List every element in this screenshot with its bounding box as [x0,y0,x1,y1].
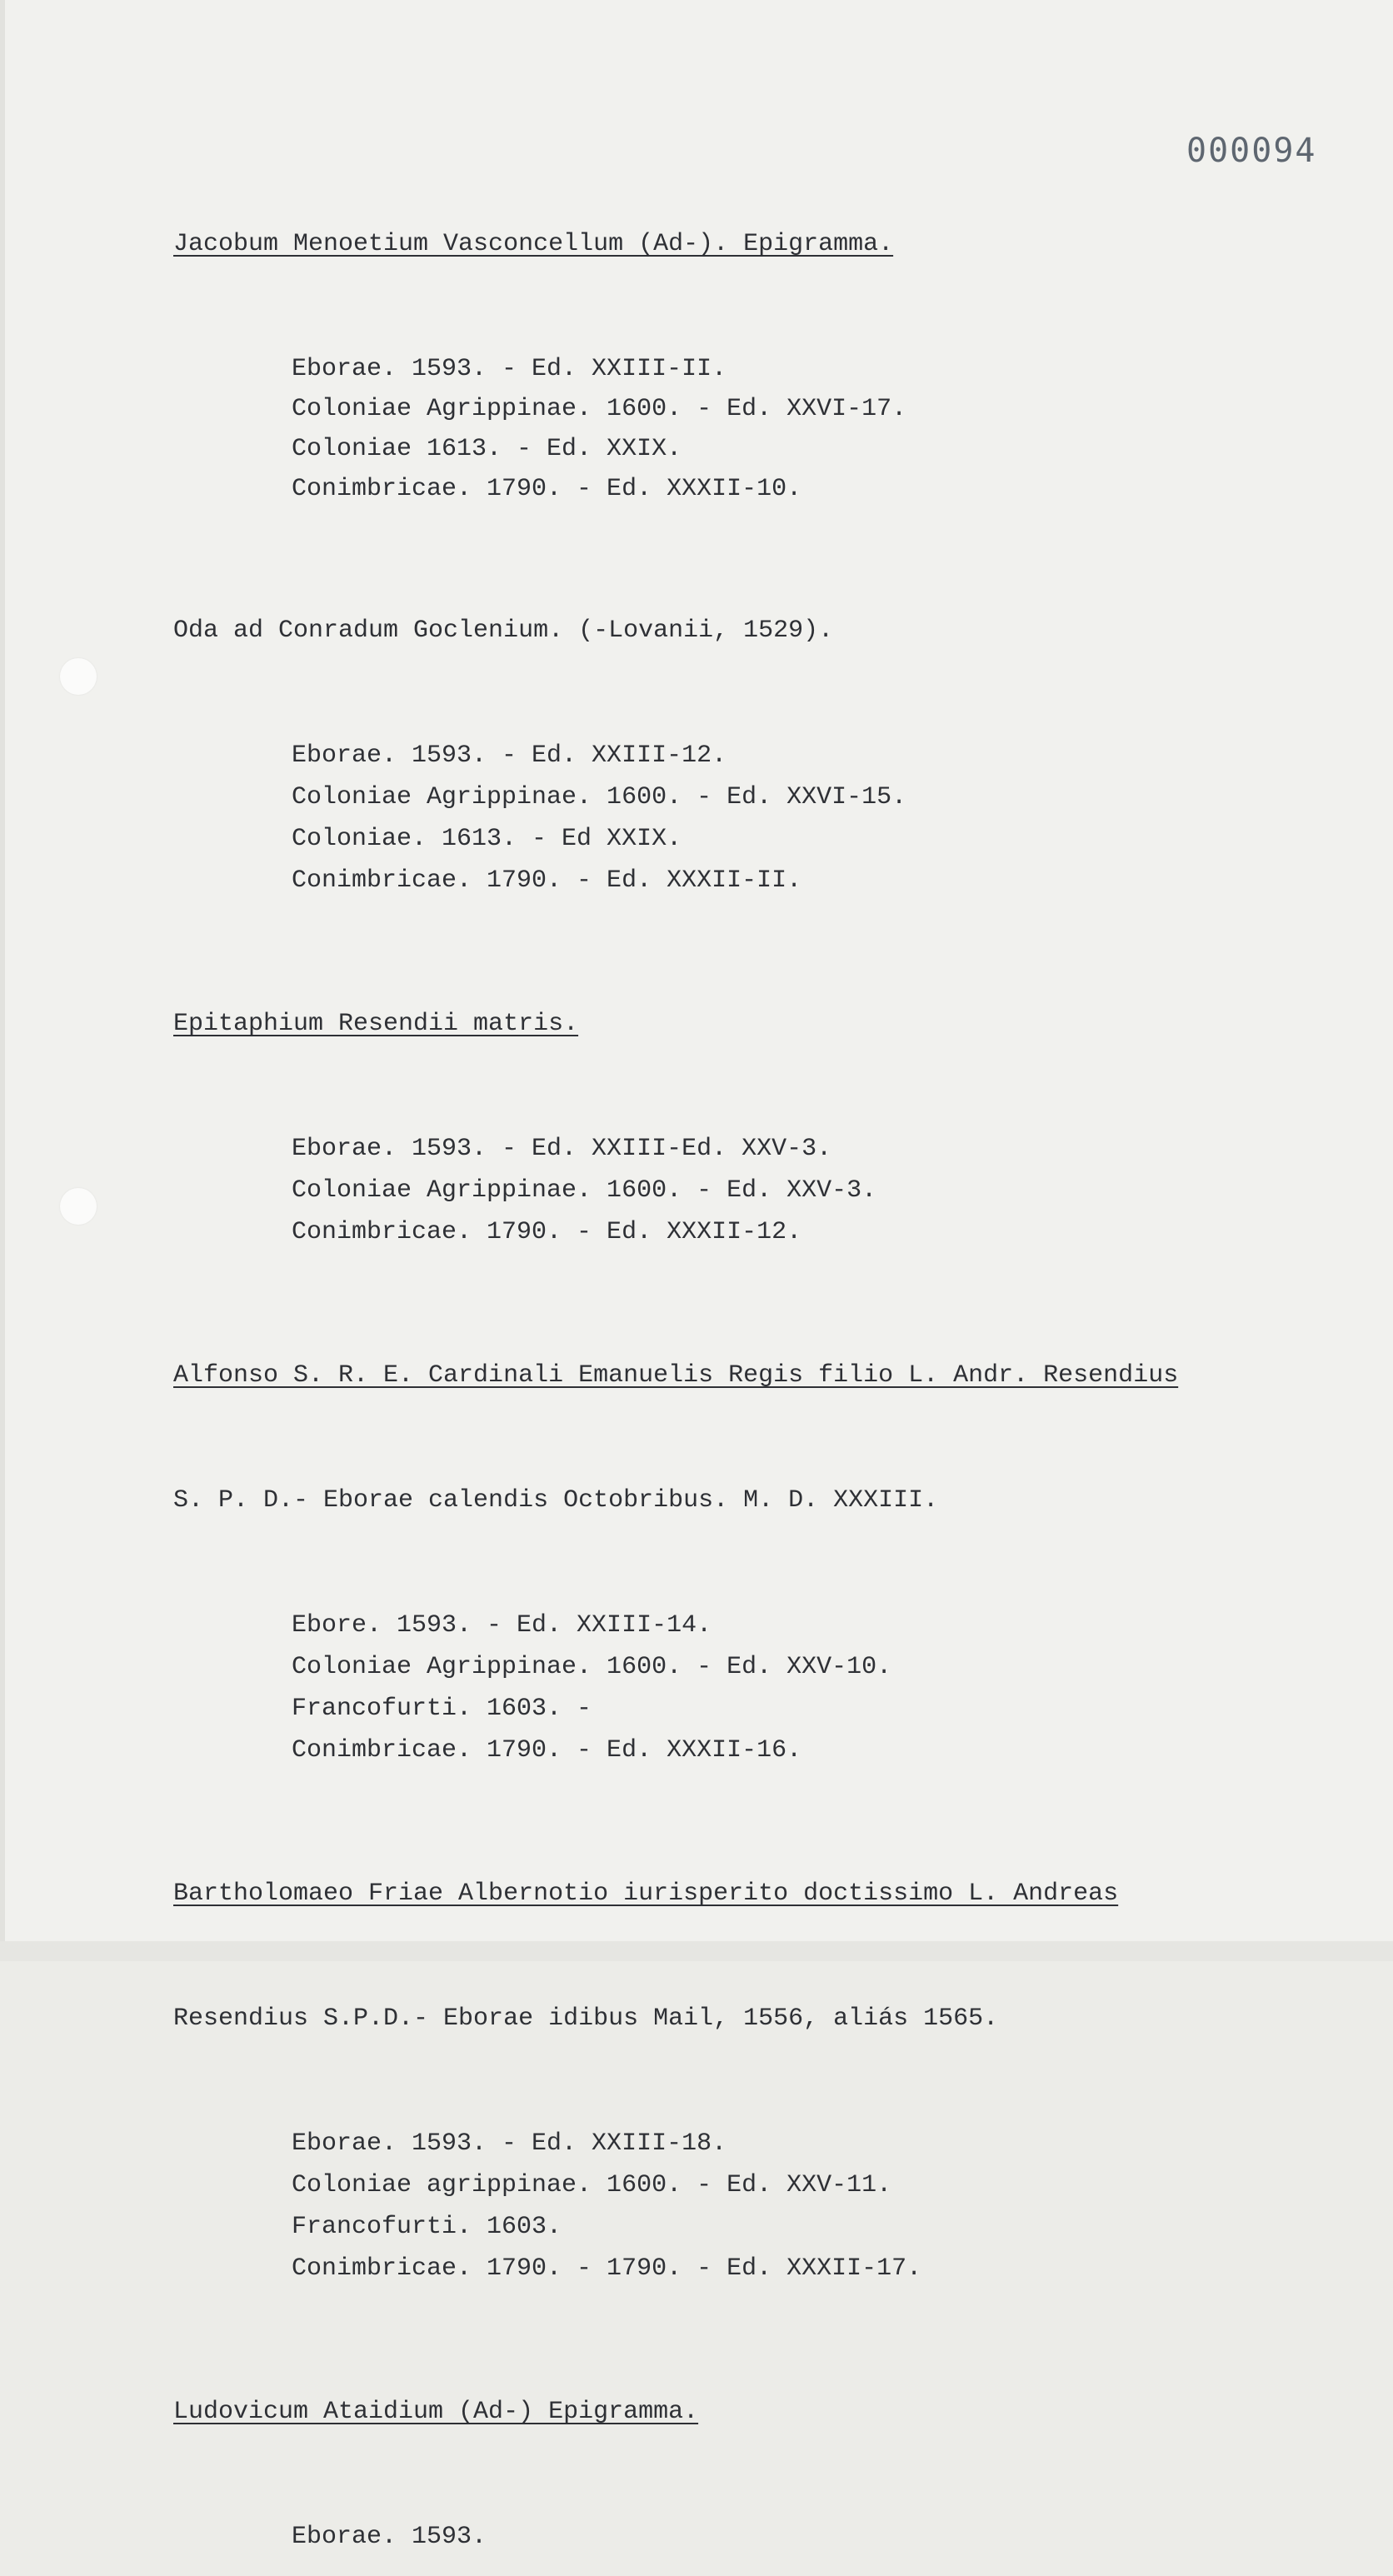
edition-item: Eborae. 1593. [292,2523,487,2551]
bibliography-entry [173,1271,1178,1771]
edition-item: Coloniae Agrippinae. 1600. - Ed. XXV-10. [292,1653,892,1681]
heading-line: Jacobum Menoetium Vasconcellum (Ad-). Epigramma. [173,230,894,258]
edition-item: Coloniae 1613. - Ed. XXIX. [292,435,682,463]
entry-heading [173,2308,1178,2516]
edition-item: Conimbricae. 1790. - Ed. XXXII-10. [292,475,802,503]
entry-heading [173,527,1178,735]
edition-list [173,2516,1178,2558]
edition-item: Eborae. 1593. - Ed. XXIII-12. [292,741,727,770]
edition-item: Francofurti. 1603. [292,2213,562,2241]
edition-list [173,1128,1178,1253]
heading-line: Oda ad Conradum Goclenium. (-Lovanii, 1529). [173,617,834,645]
edition-item: Coloniae Agrippinae. 1600. - Ed. XXV-3. [292,1176,877,1205]
heading-line: S. P. D.- Eborae calendis Octobribus. M. D. XXXIII. [173,1486,939,1515]
edition-item: Coloniae agrippinae. 1600. - Ed. XXV-11. [292,2171,892,2199]
bibliography-list [173,140,1178,2576]
edition-item: Ebore. 1593. - Ed. XXIII-14. [292,1611,712,1640]
page-stamp-number: 000094 [1186,132,1317,170]
heading-line: Epitaphium Resendii matris. [173,1010,579,1038]
bibliography-entry [173,1790,1178,2289]
edition-item: Coloniae Agrippinae. 1600. - Ed. XXVI-15. [292,783,907,811]
bibliography-entry [173,920,1178,1253]
edition-item: Coloniae Agrippinae. 1600. - Ed. XXVI-17. [292,395,907,423]
entry-heading [173,920,1178,1128]
edition-list [173,735,1178,901]
entry-heading [173,140,1178,348]
heading-line: Ludovicum Ataidium (Ad-) Epigramma. [173,2398,699,2426]
punch-hole-top [60,658,97,695]
edition-item: Eborae. 1593. - Ed. XXIII-II. [292,355,727,383]
edition-item: Coloniae. 1613. - Ed XXIX. [292,825,682,853]
edition-list [173,348,1178,508]
bibliography-entry [173,527,1178,901]
edition-item: Francofurti. 1603. - [292,1695,592,1723]
heading-line: Bartholomaeo Friae Albernotio iurisperito doctissimo L. Andreas [173,1880,1119,1908]
edition-list [173,2123,1178,2289]
bibliography-entry [173,2308,1178,2558]
scan-bottom-edge [0,1941,1393,1961]
bibliography-entry [173,140,1178,508]
punch-hole-bottom [60,1188,97,1225]
edition-item: Conimbricae. 1790. - 1790. - Ed. XXXII-17. [292,2254,922,2283]
entry-heading [173,1271,1178,1605]
edition-list [173,1605,1178,1771]
edition-item: Conimbricae. 1790. - Ed. XXXII-16. [292,1736,802,1765]
heading-line: Resendius S.P.D.- Eborae idibus Mail, 1556, aliás 1565. [173,2004,999,2033]
heading-line: Alfonso S. R. E. Cardinali Emanuelis Regis filio L. Andr. Resendius [173,1361,1179,1390]
edition-item: Eborae. 1593. - Ed. XXIII-Ed. XXV-3. [292,1135,832,1163]
edition-item: Conimbricae. 1790. - Ed. XXXII-II. [292,866,802,895]
edition-item: Conimbricae. 1790. - Ed. XXXII-12. [292,1218,802,1246]
edition-item: Eborae. 1593. - Ed. XXIII-18. [292,2129,727,2158]
